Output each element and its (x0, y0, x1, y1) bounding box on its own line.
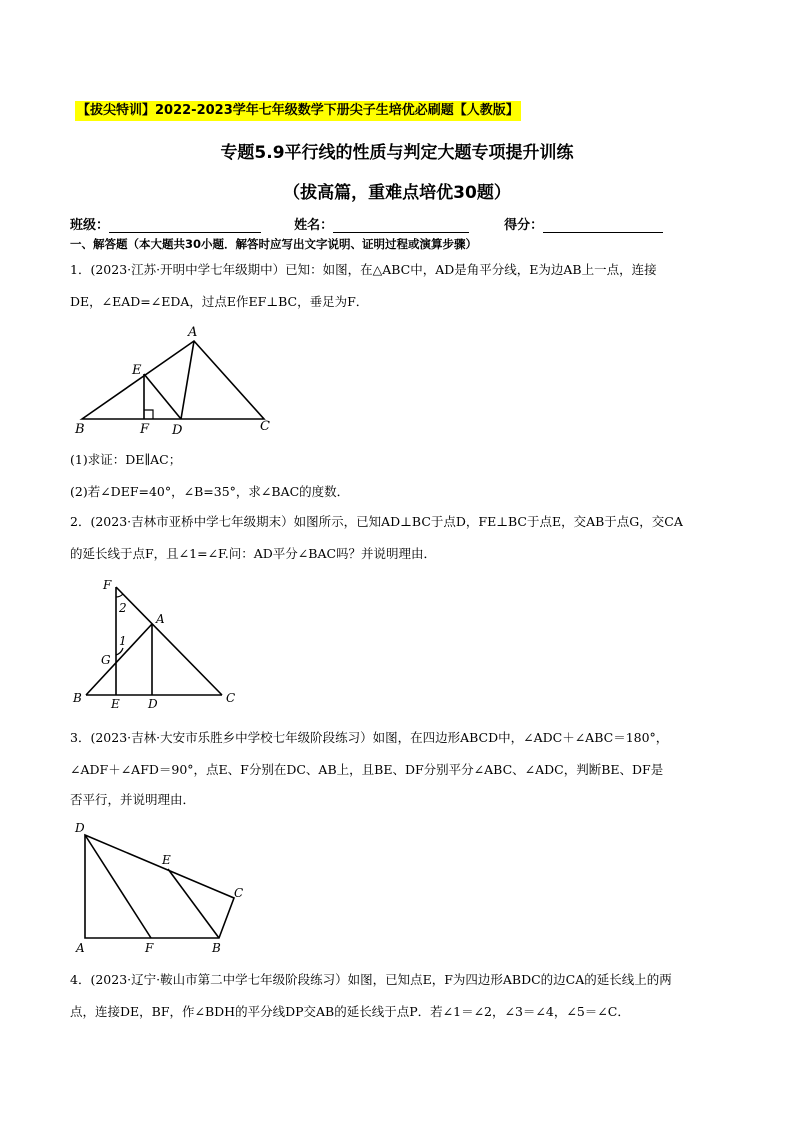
angle-1-arc (116, 648, 123, 655)
label-angle-2: 2 (119, 601, 127, 615)
problem-3-line-3: 否平行，并说明理由． (70, 792, 196, 807)
class-label: 班级： (70, 218, 110, 233)
label-b: B (73, 691, 82, 705)
figure-3 (68, 818, 268, 958)
label-f: F (103, 578, 112, 592)
label-e: E (111, 697, 120, 711)
label-b: B (212, 941, 221, 955)
problem-2-line-2: 的延长线于点F，且∠1=∠F.问：AD平分∠BAC吗？并说明理由． (70, 546, 437, 561)
problem-4-line-1: 4．(2023·辽宁·鞍山市第二中学七年级阶段练习）如图，已知点E，F为四边形ABDC的边CA的延长线上的两 (70, 972, 672, 987)
score-label: 得分： (504, 218, 544, 233)
label-c: C (260, 419, 270, 434)
problem-1-part-2: (2)若∠DEF=40°，∠B=35°，求∠BAC的度数． (70, 484, 350, 499)
problem-1-line-1: 1．(2023·江苏·开明中学七年级期中）已知：如图，在△ABC中，AD是角平分线，E为边AB上一点，连接 (70, 262, 657, 277)
student-info-row (70, 214, 663, 233)
problem-2-line-1: 2．(2023·吉林市亚桥中学七年级期末）如图所示，已知AD⊥BC于点D，FE⊥BC于点E，交AB于点G，交CA (70, 514, 683, 529)
label-a: A (76, 941, 85, 955)
name-label: 姓名： (294, 218, 334, 233)
label-d: D (75, 821, 85, 835)
label-a: A (188, 325, 198, 340)
label-c: C (226, 691, 236, 705)
label-c: C (234, 886, 244, 900)
name-blank[interactable] (333, 218, 469, 233)
label-f: F (140, 422, 150, 437)
problem-1-line-2: DE，∠EAD=∠EDA，过点E作EF⊥BC，垂足为F． (70, 294, 369, 309)
segment-df (85, 835, 151, 938)
label-g: G (101, 653, 111, 667)
problem-4-line-2: 点，连接DE，BF，作∠BDH的平分线DP交AB的延长线于点P．若∠1＝∠2，∠3＝∠4，∠5＝∠C． (70, 1004, 630, 1019)
problem-3-line-1: 3．(2023·吉林·大安市乐胜乡中学校七年级阶段练习）如图，在四边形ABCD中，∠ADC＋∠ABC＝180°， (70, 730, 669, 745)
label-a: A (156, 612, 165, 626)
label-d: D (148, 697, 158, 711)
class-blank[interactable] (109, 218, 261, 233)
label-e: E (162, 853, 171, 867)
banner: 【拔尖特训】2022-2023学年七年级数学下册尖子生培优必刷题【人教版】 (75, 101, 521, 121)
page-subtitle: （拔高篇，重难点培优30题） (283, 183, 511, 203)
segment-be (168, 869, 219, 938)
section-heading: 一、解答题（本大题共30小题．解答时应写出文字说明、证明过程或演算步骤） (70, 237, 477, 251)
figure-2 (66, 575, 246, 715)
label-e: E (132, 363, 142, 378)
triangle-abc (82, 341, 264, 419)
segment-fc (116, 587, 222, 695)
quadrilateral-abcd (85, 835, 234, 938)
label-d: D (172, 423, 183, 438)
angle-2-arc (116, 594, 123, 597)
label-f: F (145, 941, 154, 955)
score-blank[interactable] (543, 218, 663, 233)
page-title: 专题5.9平行线的性质与判定大题专项提升训练 (220, 143, 574, 163)
problem-3-line-2: ∠ADF＋∠AFD＝90°，点E、F分别在DC、AB上，且BE、DF分别平分∠ABC、∠ADC，判断BE、DF是 (70, 762, 664, 777)
label-b: B (75, 422, 85, 437)
figure-1 (70, 320, 290, 440)
problem-1-part-1: (1)求证：DE∥AC； (70, 452, 182, 467)
label-angle-1: 1 (119, 634, 127, 648)
segment-de (144, 374, 181, 419)
right-angle-mark (144, 410, 153, 419)
segment-ad (181, 341, 194, 419)
